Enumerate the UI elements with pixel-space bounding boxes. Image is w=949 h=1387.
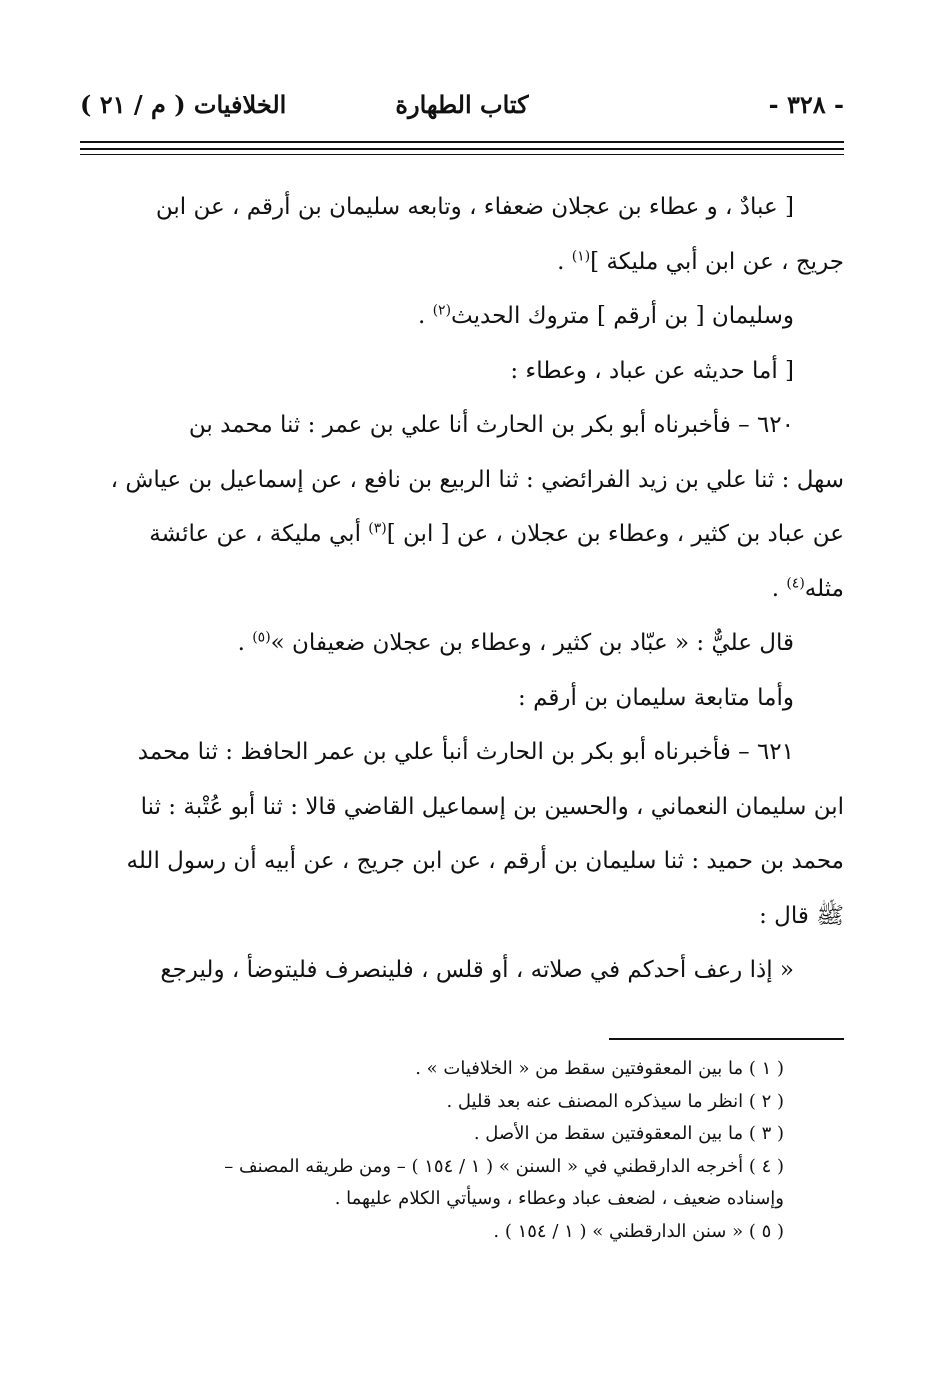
text-line: سهل : ثنا علي بن زيد الفرائضي : ثنا الربيع بن نافع ، عن إسماعيل بن عياش ، bbox=[110, 466, 844, 493]
footnote: ( ٣ ) ما بين المعقوفتين سقط من الأصل . bbox=[473, 1123, 784, 1144]
text-line bbox=[80, 289, 844, 344]
text-line bbox=[80, 235, 844, 290]
text-line: محمد بن حميد : ثنا سليمان بن أرقم ، عن ابن جريج ، عن أبيه أن رسول الله bbox=[126, 848, 844, 874]
text-line: ﷺ قال : bbox=[759, 902, 844, 929]
text-line: ابن سليمان النعماني ، والحسين بن إسماعيل القاضي قالا : ثنا أبو عُتْبة : ثنا bbox=[140, 793, 844, 820]
main-text bbox=[80, 180, 844, 998]
header-rule bbox=[80, 141, 844, 143]
header-rule bbox=[80, 148, 844, 150]
footnotes bbox=[80, 1053, 844, 1248]
text-line bbox=[80, 616, 844, 671]
footnote: ( ١ ) ما بين المعقوفتين سقط من « الخلافيات » . bbox=[415, 1058, 784, 1079]
footnote-ref: (٢) bbox=[432, 302, 452, 319]
text-line: « إذا رعف أحدكم في صلاته ، أو قلس ، فلينصرف فليتوضأ ، وليرجع bbox=[160, 957, 794, 983]
footnote-continuation: وإسناده ضعيف ، لضعف عباد وعطاء ، وسيأتي الكلام عليهما . bbox=[334, 1188, 784, 1209]
text-run: وسليمان [ بن أرقم ] متروك الحديث bbox=[451, 303, 794, 329]
text-run: مثله bbox=[804, 575, 844, 602]
running-header bbox=[80, 90, 844, 130]
text-line: ٦٢٠ – فأخبرناه أبو بكر بن الحارث أنا علي بن عمر : ثنا محمد بن bbox=[188, 412, 794, 438]
text-run: عن عباد بن كثير ، وعطاء بن عجلان ، عن [ ابن ] bbox=[386, 521, 844, 547]
section-title: الخلافيات ( م / ٢١ ) bbox=[80, 90, 287, 119]
book-title: كتاب الطهارة bbox=[395, 90, 529, 119]
footnote-ref: (١) bbox=[571, 247, 591, 264]
text-run: أبي مليكة ، عن عائشة bbox=[149, 521, 369, 547]
footnote-ref: (٣) bbox=[368, 520, 387, 537]
text-run: . bbox=[557, 248, 572, 275]
text-line bbox=[80, 562, 844, 617]
text-run: . bbox=[417, 303, 433, 329]
footnote-separator bbox=[609, 1038, 844, 1040]
footnote: ( ٥ ) « سنن الدارقطني » ( ١ / ١٥٤ ) . bbox=[493, 1220, 784, 1242]
text-run: . bbox=[771, 575, 787, 602]
footnote: ( ٤ ) أخرجه الدارقطني في « السنن » ( ١ / ١٥٤ ) – ومن طريقه المصنف – bbox=[224, 1155, 784, 1177]
text-line: ٦٢١ – فأخبرناه أبو بكر بن الحارث أنبأ علي بن عمر الحافظ : ثنا محمد bbox=[137, 739, 794, 765]
text-run: قال عليٌّ : « عبّاد بن كثير ، وعطاء بن عجلان ضعيفان » bbox=[270, 630, 794, 656]
footnote: ( ٢ ) انظر ما سيذكره المصنف عنه بعد قليل . bbox=[446, 1090, 784, 1112]
header-rule bbox=[80, 154, 844, 155]
page-number: - ٣٢٨ - bbox=[768, 90, 844, 119]
text-run: جريج ، عن ابن أبي مليكة ] bbox=[590, 248, 844, 275]
text-line bbox=[80, 507, 844, 562]
text-line: وأما متابعة سليمان بن أرقم : bbox=[518, 684, 794, 711]
text-line: [ أما حديثه عن عباد ، وعطاء : bbox=[510, 357, 794, 384]
footnote-ref: (٥) bbox=[252, 629, 271, 646]
footnote-ref: (٤) bbox=[786, 574, 805, 591]
text-run: . bbox=[237, 630, 253, 656]
text-line: [ عبادٌ ، و عطاء بن عجلان ضعفاء ، وتابعه سليمان بن أرقم ، عن ابن bbox=[155, 194, 794, 220]
